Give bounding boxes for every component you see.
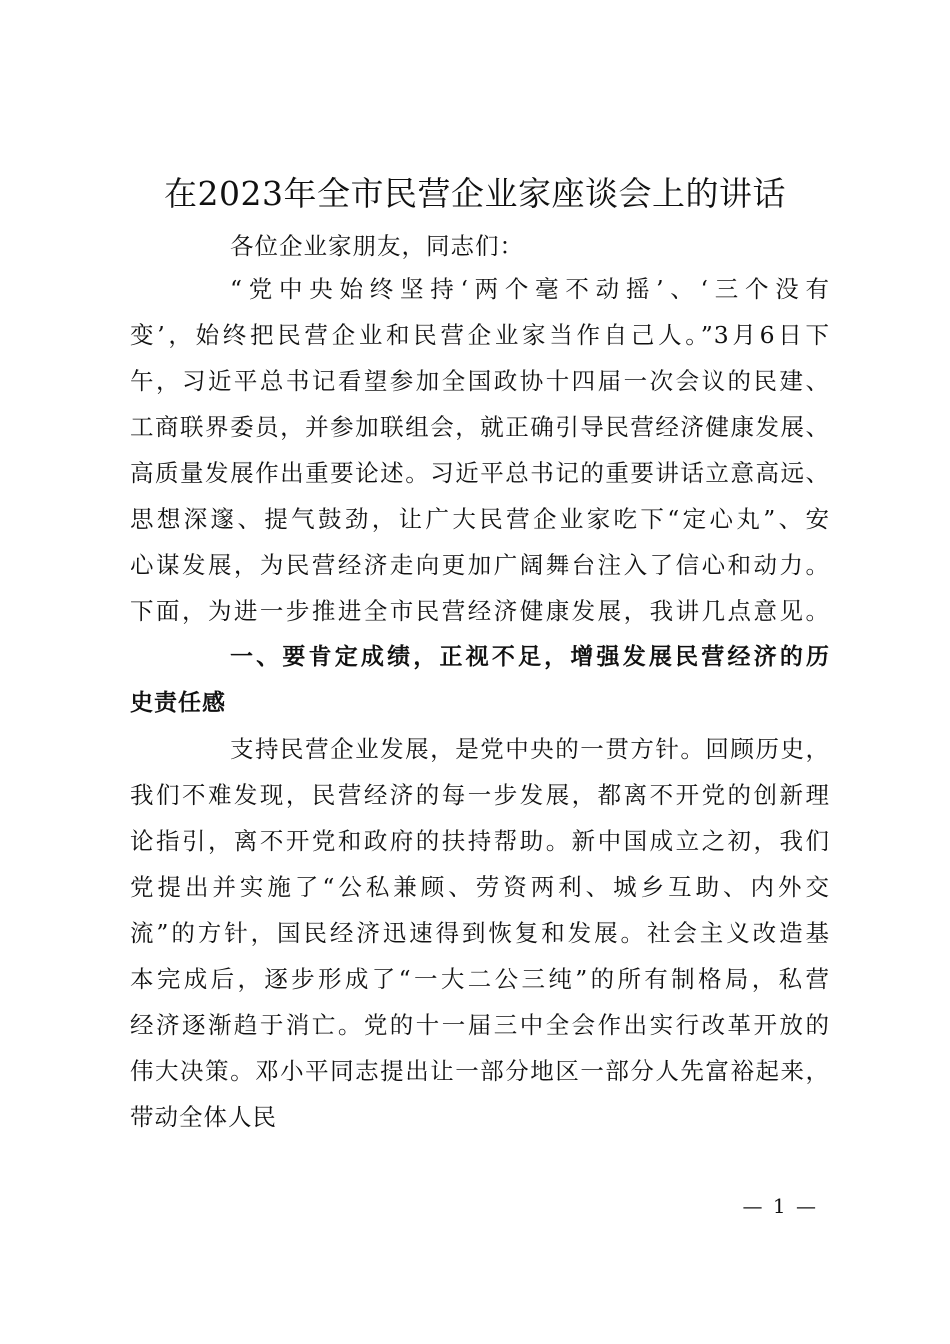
section-heading-line: 一、要肯定成绩，正视不足，增强发展民营经济的历 — [230, 644, 830, 670]
paragraph-line: 思想深邃、提气鼓劲，让广大民营企业家吃下“定心丸”、安 — [130, 505, 830, 533]
greeting-line: 各位企业家朋友，同志们： — [230, 232, 524, 260]
body-line: 论指引，离不开党和政府的扶持帮助。新中国成立之初，我们 — [130, 827, 830, 855]
body-line: 经济逐渐趋于消亡。党的十一届三中全会作出实行改革开放的 — [130, 1011, 830, 1039]
paragraph-line: 下面，为进一步推进全市民营经济健康发展，我讲几点意见。 — [130, 597, 830, 625]
body-line: 本完成后，逐步形成了“一大二公三纯”的所有制格局，私营 — [130, 965, 830, 993]
body-line: 带动全体人民 — [130, 1103, 277, 1131]
body-line: 党提出并实施了“公私兼顾、劳资两利、城乡互助、内外交 — [130, 873, 830, 901]
body-line: 支持民营企业发展，是党中央的一贯方针。回顾历史， — [230, 735, 830, 763]
paragraph-line: “党中央始终坚持‘两个毫不动摇’、‘三个没有 — [230, 275, 830, 303]
page-number: — 1 — — [742, 1194, 818, 1218]
paragraph-line: 心谋发展，为民营经济走向更加广阔舞台注入了信心和动力。 — [130, 551, 830, 579]
paragraph-line: 工商联界委员，并参加联组会，就正确引导民营经济健康发展、 — [130, 413, 830, 441]
body-line: 我们不难发现，民营经济的每一步发展，都离不开党的创新理 — [130, 781, 830, 809]
body-line: 流”的方针，国民经济迅速得到恢复和发展。社会主义改造基 — [130, 919, 830, 947]
paragraph-line: 变’，始终把民营企业和民营企业家当作自己人。”3月6日下 — [130, 321, 830, 349]
paragraph-line: 午，习近平总书记看望参加全国政协十四届一次会议的民建、 — [130, 367, 830, 395]
body-line: 伟大决策。邓小平同志提出让一部分地区一部分人先富裕起来， — [130, 1057, 830, 1085]
section-heading-line: 史责任感 — [130, 690, 226, 716]
paragraph-line: 高质量发展作出重要论述。习近平总书记的重要讲话立意高远、 — [130, 459, 830, 487]
document-title: 在2023年全市民营企业家座谈会上的讲话 — [164, 174, 786, 213]
